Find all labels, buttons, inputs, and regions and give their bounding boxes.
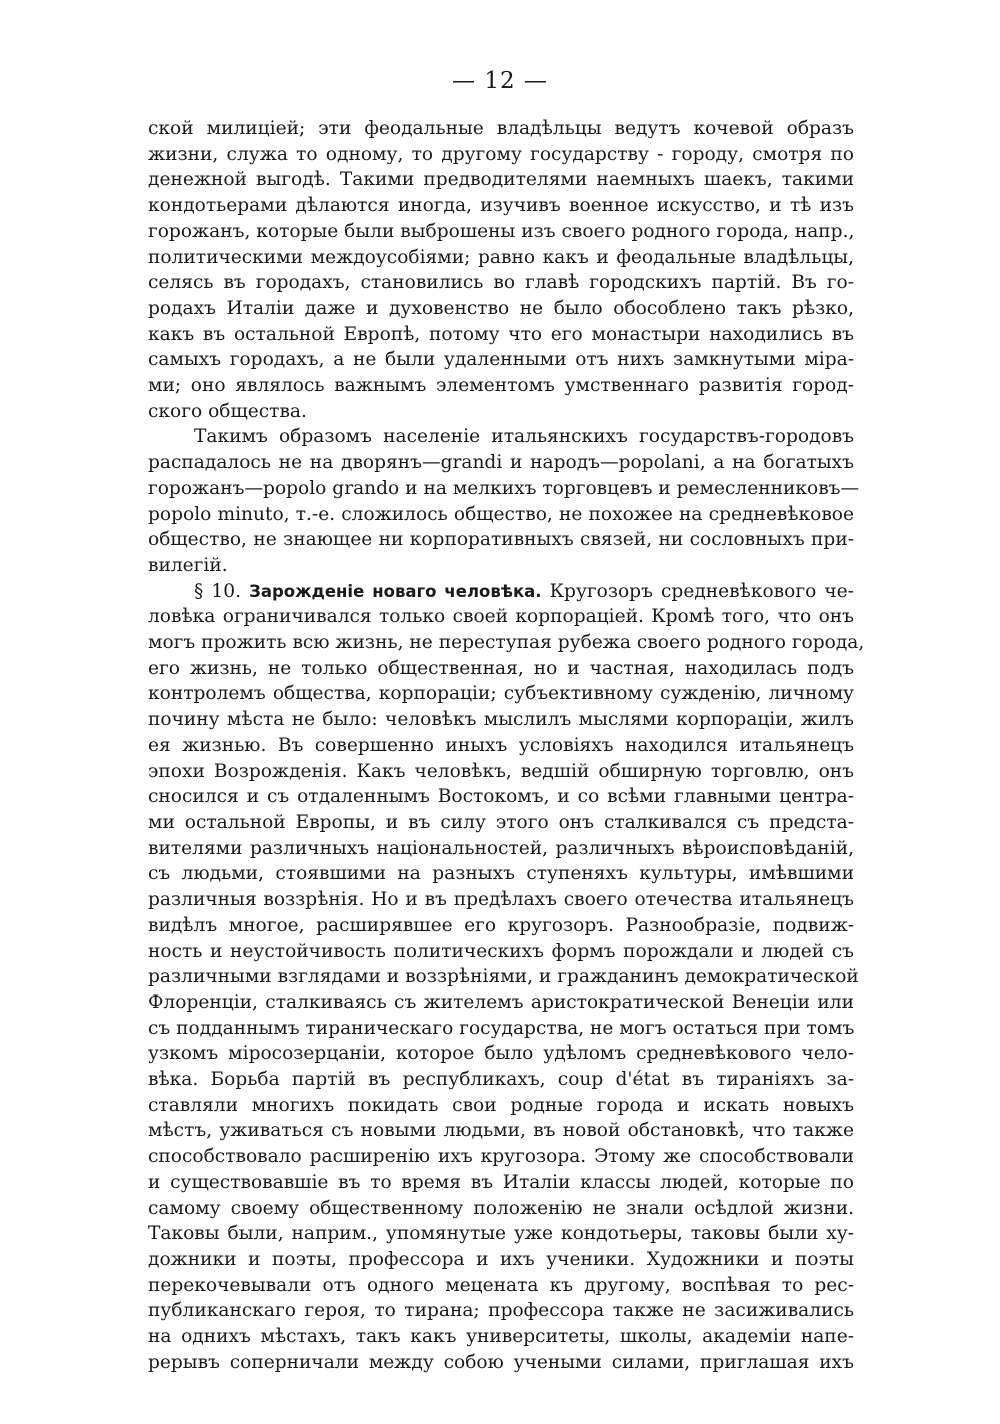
text-line: денежной выгодѣ. Такими предводителями наемныхъ шаекъ, такими xyxy=(148,169,854,191)
text-line: горожанъ—popolo grando и на мелкихъ торговцевъ и ремесленниковъ— xyxy=(148,477,860,499)
text-line: ставляли многихъ покидать свои родные города и искать новыхъ xyxy=(148,1094,854,1116)
text-line: различными взглядами и воззрѣніями, и гражданинъ демократической xyxy=(148,966,859,988)
text-line: Флоренціи, сталкиваясь съ жителемъ аристократической Венеціи или xyxy=(148,991,854,1013)
text-line: сносился и съ отдаленнымъ Востокомъ, и со всѣми главными центра- xyxy=(148,786,854,808)
text-line: самыхъ городахъ, а не были удаленными отъ нихъ замкнутыми міра- xyxy=(148,349,854,371)
text-line: публиканскаго героя, то тирана; профессора также не засиживались xyxy=(148,1300,854,1322)
text-line: ми; оно являлось важнымъ элементомъ умственнаго развитія город- xyxy=(148,375,854,397)
text-line: и существовавшіе въ то время въ Италіи классы людей, которые по xyxy=(148,1171,854,1193)
text-line: съ подданнымъ тираническаго государства, не могъ остаться при томъ xyxy=(148,1017,855,1039)
text-line: какъ въ остальной Европѣ, потому что его монастыри находились въ xyxy=(148,323,854,345)
text-line: на однихъ мѣстахъ, такъ какъ университеты, школы, академіи напе- xyxy=(148,1326,854,1348)
text-line: различныя воззрѣнія. Но и въ предѣлахъ своего отечества итальянецъ xyxy=(148,889,854,911)
text-line: могъ прожить всю жизнь, не переступая рубежа своего родного города, xyxy=(148,632,865,654)
text-line: распадалось не на дворянъ—grandi и народъ—popolani, а на богатыхъ xyxy=(148,452,854,474)
text-line: ской милиціей; эти феодальные владѣльцы ведутъ кочевой образъ xyxy=(148,118,854,139)
text-line: эпохи Возрожденія. Какъ человѣкъ, ведшій обширную торговлю, онъ xyxy=(148,760,854,782)
text-line: ея жизнью. Въ совершенно иныхъ условіяхъ находился итальянецъ xyxy=(148,734,854,756)
paragraph-1 xyxy=(148,116,854,424)
text-line: дожники и поэты, профессора и ихъ ученики. Художники и поэты xyxy=(148,1248,854,1270)
text-line: мѣстъ, уживаться съ новыми людьми, въ новой обстановкѣ, что также xyxy=(148,1120,854,1142)
text-line: перекочевывали отъ одного мецената къ другому, воспѣвая то рес- xyxy=(148,1274,854,1296)
text-line: Таковы были, наприм., упомянутые уже кондотьеры, таковы были ху- xyxy=(148,1223,854,1245)
paragraph-3 xyxy=(148,604,865,1375)
text-line: рерывъ соперничали между собою учеными силами, приглашая ихъ xyxy=(148,1351,854,1373)
text-line: его жизнь, не только общественная, но и частная, находилась подъ xyxy=(148,657,854,679)
text-line: съ людьми, стоявшими на разныхъ ступеняхъ культуры, имѣвшими xyxy=(148,863,854,885)
text-line: способствовало расширенію ихъ кругозора. Этому же способствовали xyxy=(148,1146,854,1168)
text-line: селясь въ городахъ, становились во главѣ городскихъ партій. Въ го- xyxy=(148,272,854,294)
page-number: — 12 — xyxy=(452,68,548,94)
text-line: ность и неустойчивость политическихъ формъ порождали и людей съ xyxy=(148,940,854,962)
text-line: ловѣка ограничивался только своей корпораціей. Кромѣ того, что онъ xyxy=(148,606,854,628)
text-line: общество, не знающее ни корпоративныхъ связей, ни сословныхъ при- xyxy=(148,529,854,551)
text-line: узкомъ міросозерцаніи, которое было удѣломъ средневѣкового чело- xyxy=(148,1043,854,1065)
text-line: вѣка. Борьба партій въ республикахъ, coup d'état въ тираніяхъ за- xyxy=(148,1069,854,1091)
paragraph-2 xyxy=(148,424,860,578)
text-line: Такимъ образомъ населеніе итальянскихъ государствъ-городовъ xyxy=(194,426,854,448)
text-line: родахъ Италіи даже и духовенство не было обособлено такъ рѣзко, xyxy=(148,297,854,319)
body-text xyxy=(148,116,865,1375)
text-line: видѣлъ многое, расширявшее его кругозоръ. Разнообразіе, подвиж- xyxy=(148,914,854,936)
section-number: § 10. xyxy=(194,580,241,602)
text-line: ского общества. xyxy=(148,400,307,422)
section-heading: Зарожденіе новаго человѣка. xyxy=(249,581,542,601)
text-line: почину мѣста не было: человѣкъ мыслилъ мыслями корпораціи, жилъ xyxy=(148,709,854,731)
text-line: вилегій. xyxy=(148,554,228,576)
text-line: самому своему общественному положенію не знали осѣдлой жизни. xyxy=(148,1197,854,1219)
text-line: кондотьерами дѣлаются иногда, изучивъ военное искусство, и тѣ изъ xyxy=(148,195,854,217)
section-10 xyxy=(148,579,865,1376)
text-line: контролемъ общества, корпораціи; субъективному сужденію, личному xyxy=(148,683,854,705)
text-line: политическими междоусобіями; равно какъ и феодальные владѣльцы, xyxy=(148,246,854,268)
text-line: жизни, служа то одному, то другому государству - городу, смотря по xyxy=(148,143,854,165)
text-line: горожанъ, которые были выброшены изъ своего родного города, напр., xyxy=(148,220,855,242)
text-line: popolo minuto, т.-е. сложилось общество, не похожее на средневѣковое xyxy=(148,503,854,525)
text-line: вителями различныхъ національностей, различныхъ вѣроисповѣданій, xyxy=(148,837,854,859)
text-line: ми остальной Европы, и въ силу этого онъ сталкивался съ предста- xyxy=(148,811,854,833)
section-first-line-text: Кругозоръ средневѣкового че- xyxy=(549,580,854,602)
section-first-line xyxy=(148,579,854,605)
